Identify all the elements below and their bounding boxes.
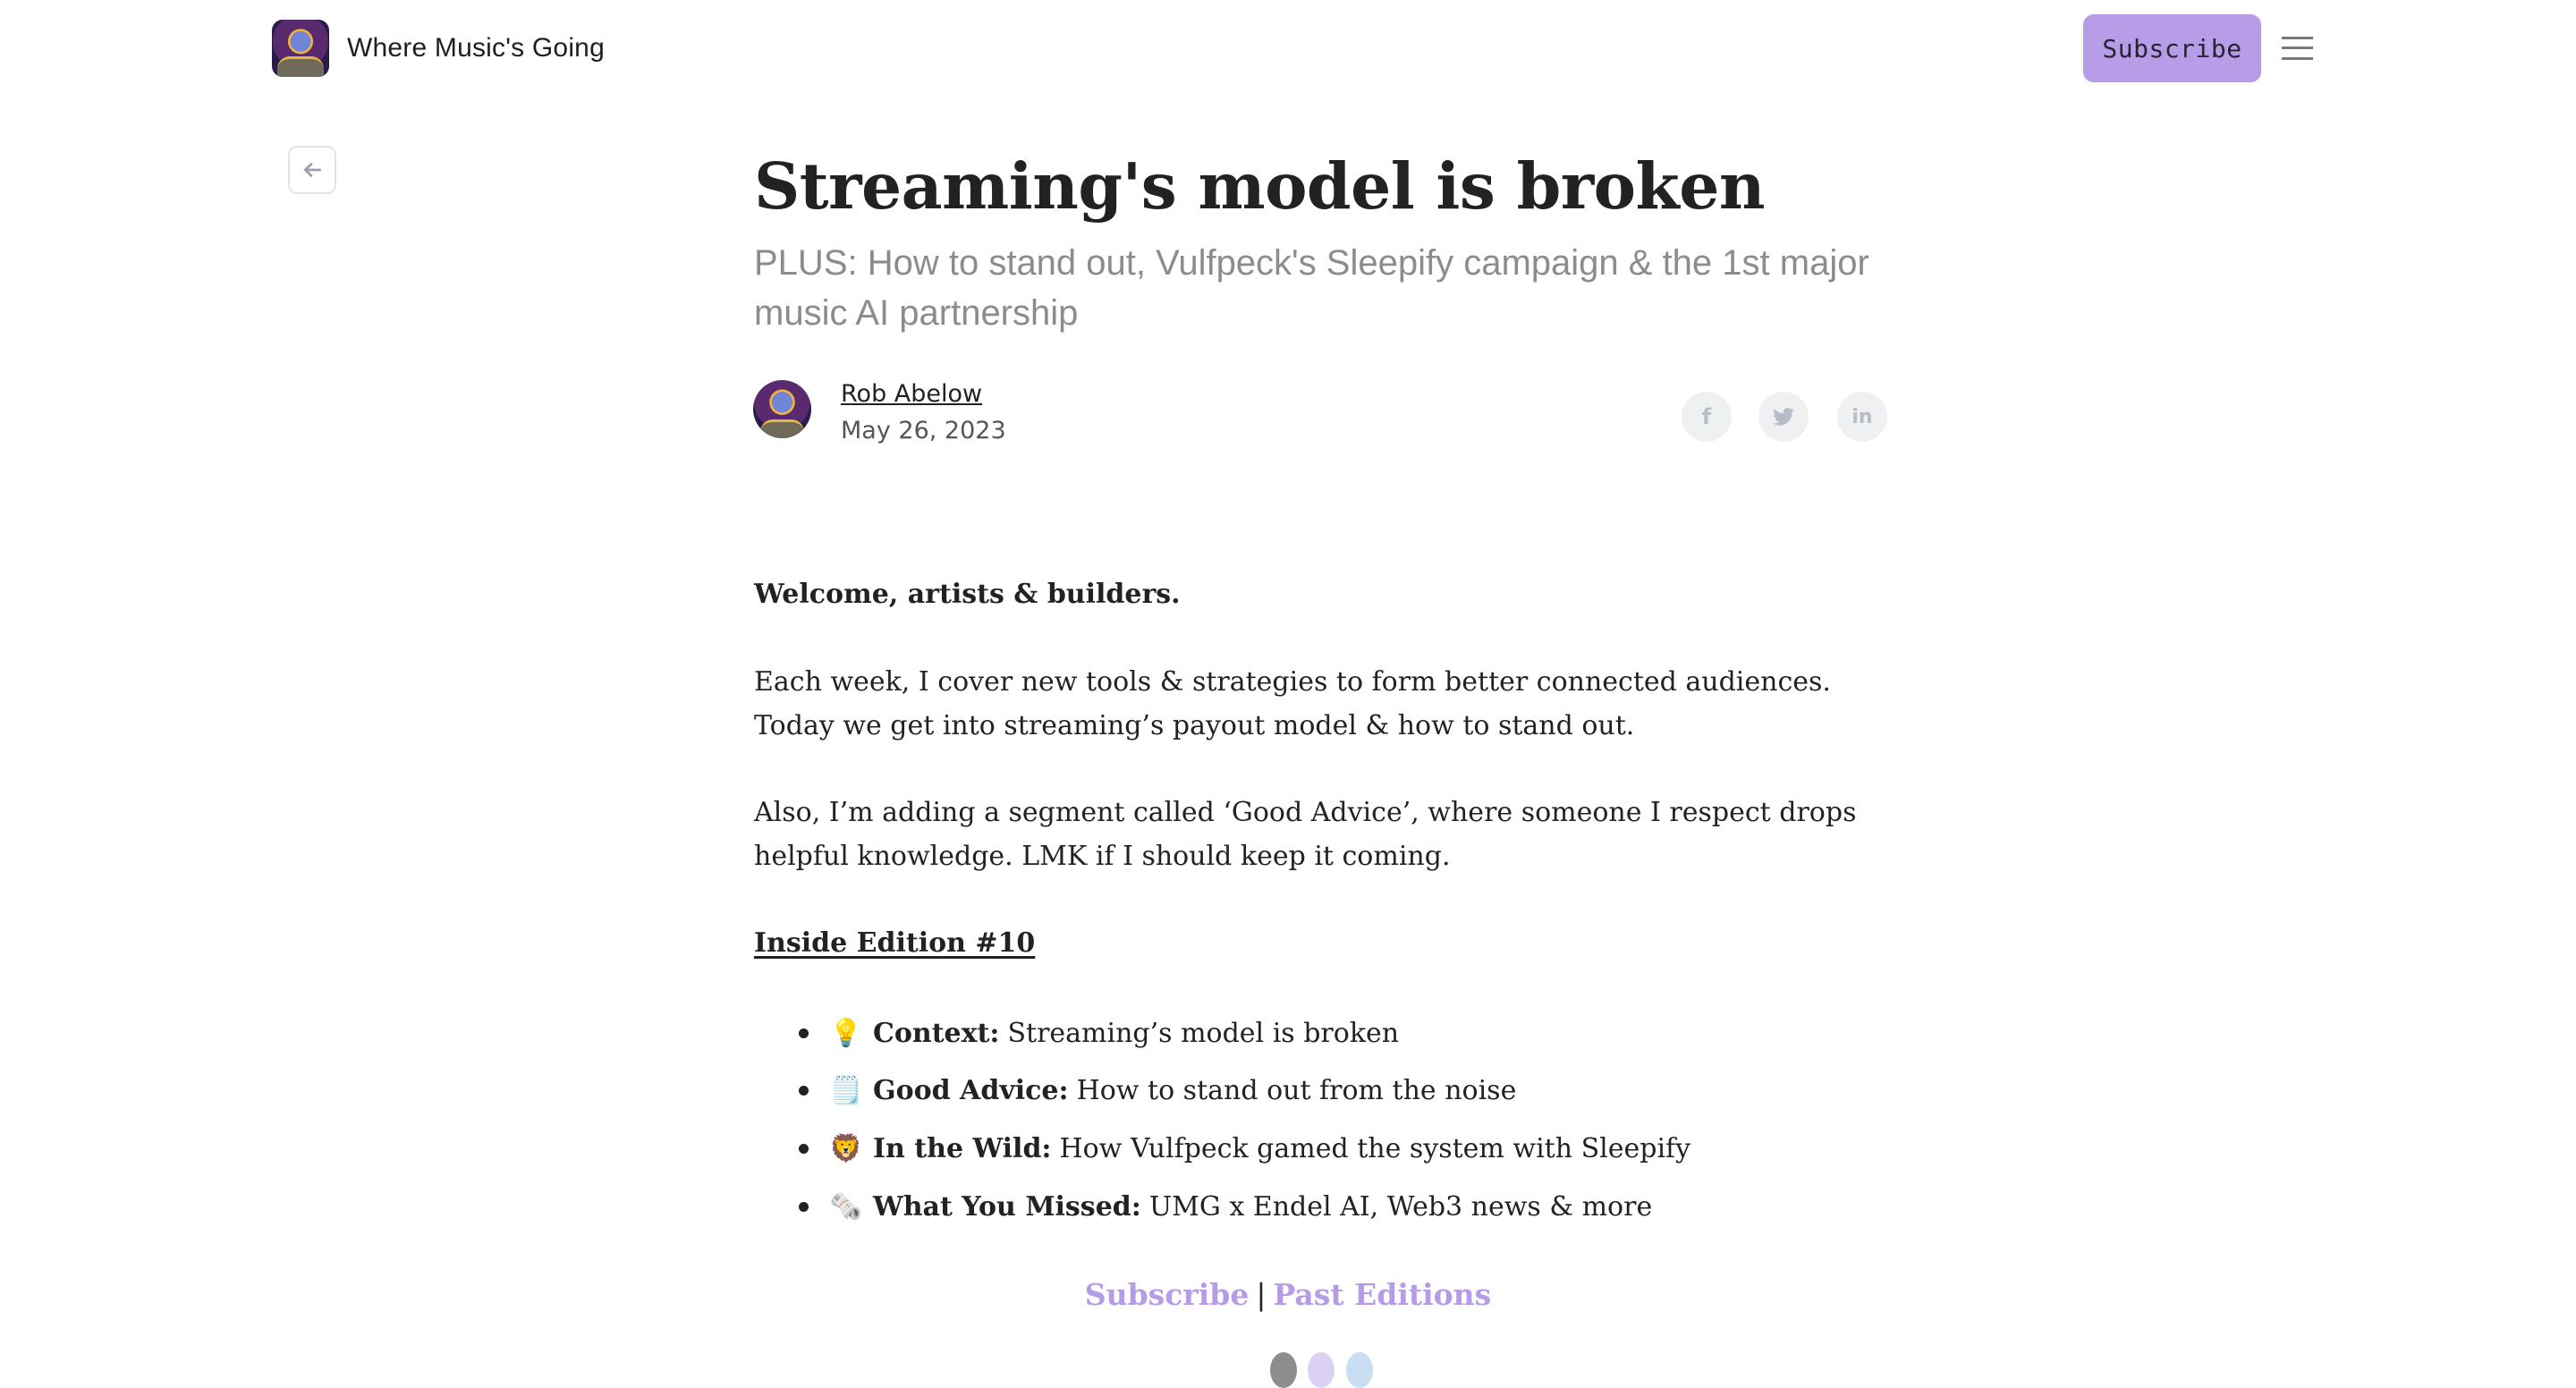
post-title: Streaming's model is broken xyxy=(754,148,1765,224)
post-subtitle: PLUS: How to stand out, Vulfpeck's Sleepify campaign & the 1st major music AI partnership xyxy=(754,243,1869,333)
past-editions-link[interactable]: Past Editions xyxy=(1273,1277,1492,1312)
decorative-purple-circle xyxy=(1308,1352,1335,1388)
facebook-icon: f xyxy=(1701,404,1712,429)
item-label: What You Missed: xyxy=(873,1190,1141,1223)
subscribe-link[interactable]: Subscribe xyxy=(1084,1277,1250,1312)
link-separator: | xyxy=(1256,1277,1267,1312)
logo-portrait-shape xyxy=(277,56,324,77)
section-heading: Inside Edition #10 xyxy=(754,927,1036,959)
share-twitter-button[interactable] xyxy=(1758,392,1809,442)
publication-logo[interactable] xyxy=(272,20,329,77)
twitter-icon xyxy=(1773,408,1794,426)
intro-paragraph: Each week, I cover new tools & strategies to form better connected audiences. Today we get into streaming’s payout model & how to stand out. xyxy=(754,666,1831,741)
item-label: Context: xyxy=(873,1017,1000,1049)
decorative-gray-circle xyxy=(1270,1352,1297,1388)
hamburger-menu-icon[interactable] xyxy=(2282,35,2313,62)
item-text: How Vulfpeck gamed the system with Sleepify xyxy=(1059,1132,1691,1164)
good-advice-paragraph: Also, I’m adding a segment called ‘Good Advice’, where someone I respect drops helpful knowledge. LMK if I should keep it coming. xyxy=(754,797,1857,872)
rolled-newspaper-icon: 🗞️ xyxy=(829,1190,863,1223)
notepad-icon: 🗒️ xyxy=(829,1074,863,1106)
post-date: May 26, 2023 xyxy=(841,417,1006,444)
item-text: Streaming’s model is broken xyxy=(1007,1017,1400,1049)
author-avatar[interactable] xyxy=(753,380,811,438)
list-item xyxy=(799,1123,1690,1173)
item-label: Good Advice: xyxy=(873,1074,1069,1106)
item-text: How to stand out from the noise xyxy=(1076,1074,1517,1106)
linkedin-icon: in xyxy=(1852,405,1873,428)
bullet xyxy=(799,1086,809,1096)
publication-name[interactable]: Where Music's Going xyxy=(347,33,605,63)
menu-line xyxy=(2282,37,2313,39)
menu-line xyxy=(2282,47,2313,49)
back-button[interactable] xyxy=(288,146,336,194)
decorative-blue-circle xyxy=(1346,1352,1373,1388)
light-bulb-icon: 💡 xyxy=(829,1017,863,1049)
share-linkedin-button[interactable] xyxy=(1837,392,1887,442)
avatar-portrait-shape xyxy=(760,419,804,438)
menu-line xyxy=(2282,57,2313,60)
share-facebook-button[interactable] xyxy=(1682,392,1732,442)
bullet xyxy=(799,1144,809,1154)
item-text: UMG x Endel AI, Web3 news & more xyxy=(1148,1190,1653,1223)
lion-icon: 🦁 xyxy=(829,1132,863,1164)
list-item xyxy=(799,1065,1516,1115)
greeting: Welcome, artists & builders. xyxy=(754,579,1181,610)
arrow-left-icon xyxy=(301,158,324,182)
list-item xyxy=(799,1181,1652,1231)
list-item xyxy=(799,1008,1399,1058)
bullet xyxy=(799,1028,809,1038)
item-label: In the Wild: xyxy=(873,1132,1052,1164)
bullet xyxy=(799,1202,809,1212)
author-name-link[interactable]: Rob Abelow xyxy=(841,380,983,408)
footer-links xyxy=(0,1270,2576,1320)
header-subscribe-button[interactable]: Subscribe xyxy=(2083,14,2261,82)
